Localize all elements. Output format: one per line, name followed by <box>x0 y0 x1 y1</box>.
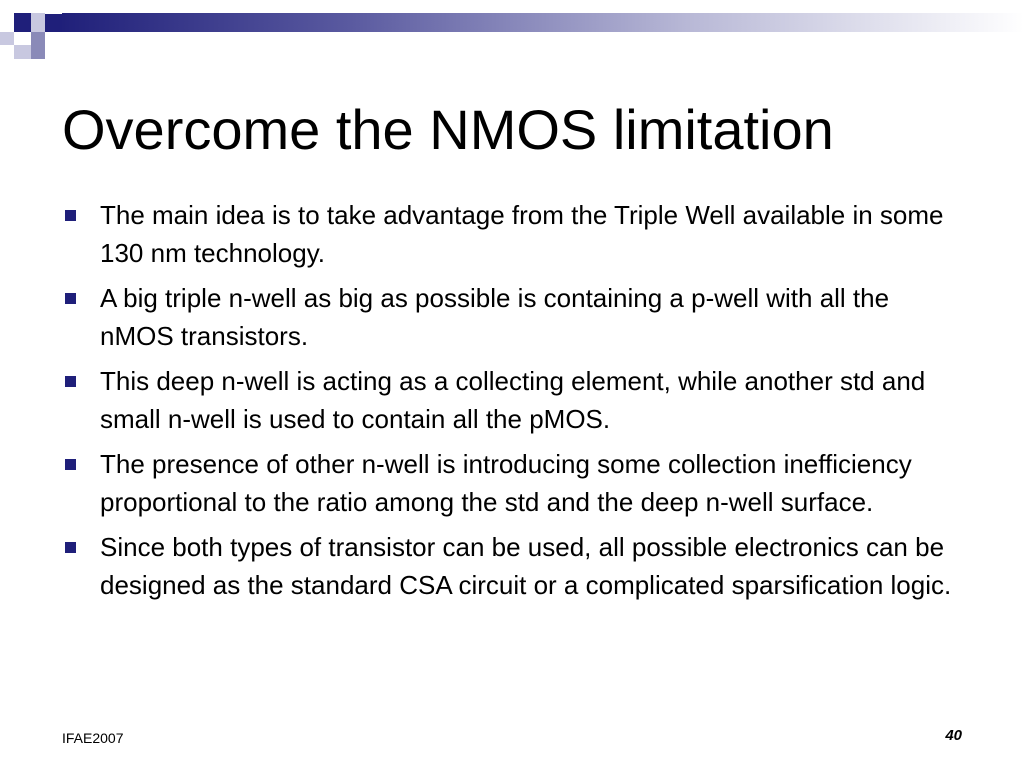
decor-square <box>31 32 45 45</box>
bullet-list <box>62 196 967 611</box>
list-item <box>62 445 967 521</box>
bullet-square-icon <box>65 376 76 387</box>
decor-square <box>31 45 45 59</box>
bullet-text: Since both types of transistor can be used, all possible electronics can be designed as the standard CSA circuit or a complicated sparsification logic. <box>100 532 952 600</box>
header-gradient-bar <box>62 13 1024 32</box>
bullet-square-icon <box>65 459 76 470</box>
bullet-text: The presence of other n-well is introducing some collection inefficiency proportional to the ratio among the std and the deep n-well surface. <box>100 449 912 517</box>
bullet-square-icon <box>65 542 76 553</box>
bullet-square-icon <box>65 210 76 221</box>
list-item <box>62 362 967 438</box>
slide-title: Overcome the NMOS limitation <box>62 98 834 161</box>
bullet-text: This deep n-well is acting as a collecting element, while another std and small n-well is used to contain all the pMOS. <box>100 366 926 434</box>
bullet-text: A big triple n-well as big as possible is containing a p-well with all the nMOS transistors. <box>100 283 890 351</box>
page-number: 40 <box>945 727 962 744</box>
bullet-square-icon <box>65 293 76 304</box>
bullet-text: The main idea is to take advantage from the Triple Well available in some 130 nm technology. <box>100 200 944 268</box>
list-item <box>62 279 967 355</box>
footer-label: IFAE2007 <box>62 730 124 746</box>
decor-square <box>14 45 31 59</box>
decor-square <box>45 14 62 32</box>
list-item <box>62 528 967 604</box>
decor-square <box>45 0 62 14</box>
list-item <box>62 196 967 272</box>
decor-square <box>31 13 45 32</box>
decor-square <box>0 32 14 45</box>
header-decoration <box>0 0 1024 62</box>
decor-square <box>14 13 31 32</box>
